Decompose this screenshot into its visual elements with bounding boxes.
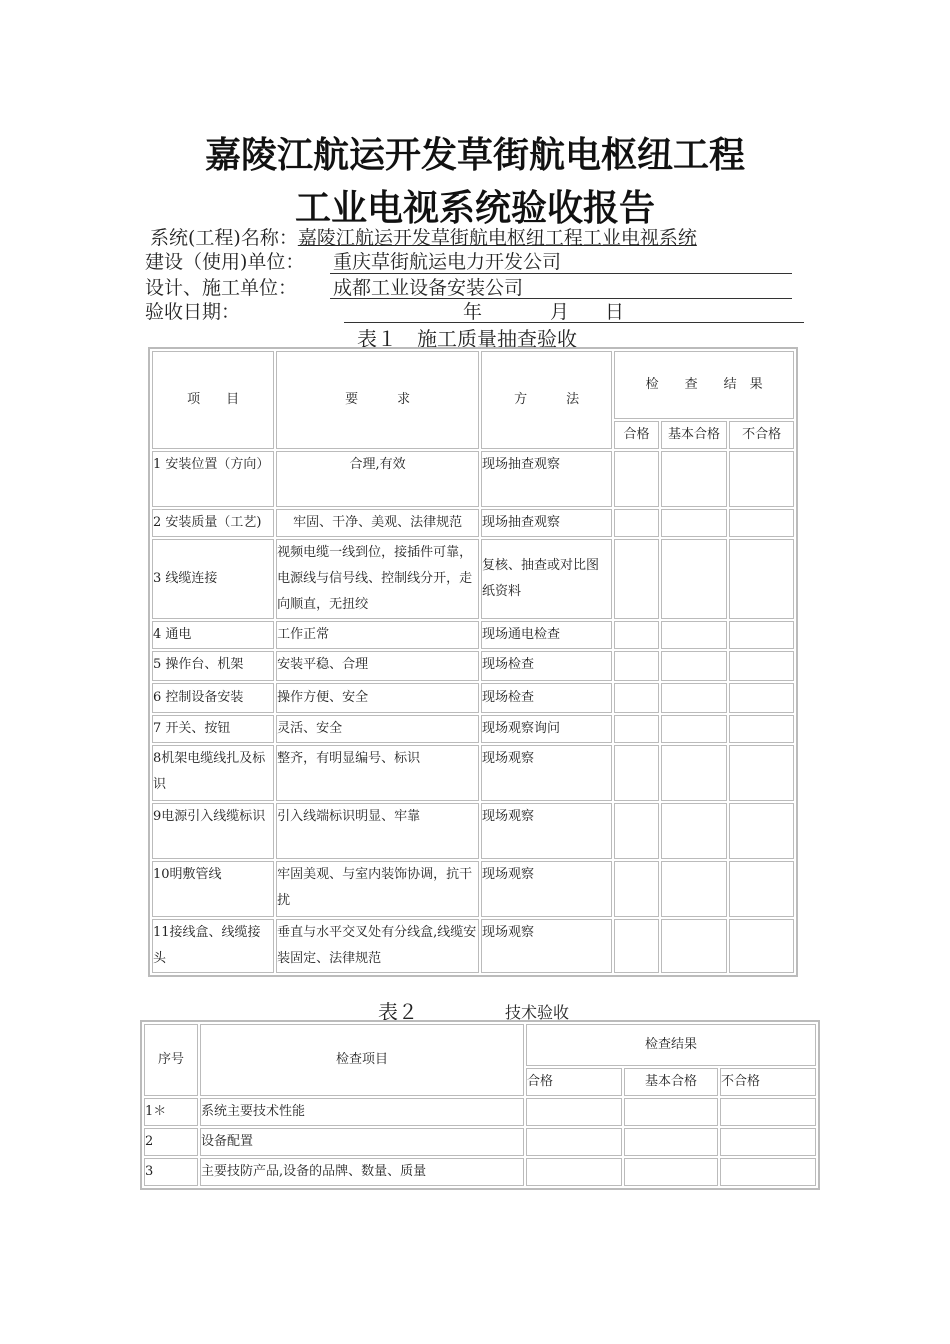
result-basic-cell[interactable] [661, 451, 728, 507]
row-requirement: 牢固、干净、美观、法律规范 [276, 509, 479, 537]
row-method: 现场检查 [481, 651, 612, 681]
result-basic-cell[interactable] [661, 861, 728, 917]
result-fail-cell[interactable] [729, 509, 794, 537]
row-requirement: 安装平稳、合理 [276, 651, 479, 681]
row-method: 现场观察 [481, 919, 612, 973]
row-no: 2 [144, 1128, 198, 1156]
quality-check-table [148, 347, 798, 977]
result-pass-cell[interactable] [614, 803, 658, 859]
result-basic-cell[interactable] [661, 715, 728, 743]
row-method: 现场抽查观察 [481, 509, 612, 537]
table-row [152, 715, 794, 743]
col-header-fail: 不合格 [720, 1068, 816, 1096]
col-header-pass: 合格 [614, 421, 658, 449]
table-row [152, 803, 794, 859]
result-basic-cell[interactable] [624, 1128, 718, 1156]
col-header-requirement: 要 求 [276, 351, 479, 449]
result-pass-cell[interactable] [526, 1098, 622, 1126]
result-pass-cell[interactable] [614, 539, 658, 619]
table-row [152, 919, 794, 973]
owner-value: 重庆草街航运电力开发公司 [333, 251, 562, 273]
row-requirement: 牢固美观、与室内装饰协调，抗干扰 [276, 861, 479, 917]
result-basic-cell[interactable] [661, 621, 728, 649]
result-fail-cell[interactable] [729, 919, 794, 973]
result-pass-cell[interactable] [526, 1158, 622, 1186]
row-item: 4 通电 [152, 621, 274, 649]
result-fail-cell[interactable] [720, 1128, 816, 1156]
col-header-basic-pass: 基本合格 [661, 421, 728, 449]
result-basic-cell[interactable] [661, 803, 728, 859]
row-method: 现场观察 [481, 861, 612, 917]
table-row [144, 1158, 816, 1186]
date-year: 年 [463, 301, 483, 323]
date-underline [344, 299, 804, 323]
row-item: 8机架电缆线扎及标识 [152, 745, 274, 801]
result-basic-cell[interactable] [661, 745, 728, 801]
result-basic-cell[interactable] [661, 919, 728, 973]
result-basic-cell[interactable] [661, 539, 728, 619]
builder-underline [330, 275, 792, 299]
row-item: 1 安装位置（方向） [152, 451, 274, 507]
col-header-no: 序号 [144, 1024, 198, 1096]
row-check-item: 主要技防产品,设备的品牌、数量、质量 [200, 1158, 524, 1186]
table-row [152, 539, 794, 619]
row-item: 11接线盒、线缆接头 [152, 919, 274, 973]
table1-caption: 表１ 施工质量抽查验收 [357, 327, 577, 351]
result-pass-cell[interactable] [614, 683, 658, 713]
row-item: 10明敷管线 [152, 861, 274, 917]
table2-caption-text: 技术验收 [505, 1003, 570, 1022]
builder-row [145, 276, 524, 300]
result-fail-cell[interactable] [729, 651, 794, 681]
table-row [152, 509, 794, 537]
row-item: 5 操作台、机架 [152, 651, 274, 681]
date-label: 验收日期： [145, 301, 241, 323]
result-pass-cell[interactable] [614, 621, 658, 649]
system-name-label: 系统(工程)名称： [150, 227, 298, 249]
col-header-check-result: 检查结果 [526, 1024, 816, 1066]
table-row [144, 1098, 816, 1126]
table-row [144, 1128, 816, 1156]
row-check-item: 系统主要技术性能 [200, 1098, 524, 1126]
col-header-result: 检 查 结 果 [614, 351, 794, 419]
row-item: 2 安装质量（工艺) [152, 509, 274, 537]
row-requirement: 灵活、安全 [276, 715, 479, 743]
col-header-item: 项 目 [152, 351, 274, 449]
result-fail-cell[interactable] [729, 745, 794, 801]
result-basic-cell[interactable] [661, 683, 728, 713]
col-header-fail: 不合格 [729, 421, 794, 449]
owner-row [145, 250, 562, 274]
table-row [152, 745, 794, 801]
row-method: 现场抽查观察 [481, 451, 612, 507]
report-title-line2: 工业电视系统验收报告 [294, 188, 655, 229]
result-pass-cell[interactable] [614, 451, 658, 507]
result-basic-cell[interactable] [624, 1098, 718, 1126]
system-name-value: 嘉陵江航运开发草街航电枢纽工程工业电视系统 [297, 227, 697, 249]
result-fail-cell[interactable] [729, 861, 794, 917]
result-fail-cell[interactable] [729, 451, 794, 507]
result-fail-cell[interactable] [720, 1158, 816, 1186]
result-basic-cell[interactable] [661, 509, 728, 537]
result-pass-cell[interactable] [614, 715, 658, 743]
result-fail-cell[interactable] [729, 803, 794, 859]
row-item: 7 开关、按钮 [152, 715, 274, 743]
col-header-method: 方 法 [481, 351, 612, 449]
table-row [152, 651, 794, 681]
result-fail-cell[interactable] [720, 1098, 816, 1126]
result-pass-cell[interactable] [614, 651, 658, 681]
row-requirement: 整齐，有明显编号、标识 [276, 745, 479, 801]
result-fail-cell[interactable] [729, 539, 794, 619]
row-requirement: 视频电缆一线到位，接插件可靠，电源线与信号线、控制线分开，走向顺直，无扭绞 [276, 539, 479, 619]
table-row [152, 861, 794, 917]
result-fail-cell[interactable] [729, 621, 794, 649]
row-item: 6 控制设备安装 [152, 683, 274, 713]
row-method: 现场观察 [481, 803, 612, 859]
date-row [145, 300, 625, 324]
table2-caption-number: 表２ [378, 1000, 418, 1024]
row-requirement: 工作正常 [276, 621, 479, 649]
builder-value: 成都工业设备安装公司 [333, 277, 524, 299]
row-method: 现场观察 [481, 745, 612, 801]
row-no: 3 [144, 1158, 198, 1186]
row-item: 9电源引入线缆标识 [152, 803, 274, 859]
row-method: 现场检查 [481, 683, 612, 713]
result-pass-cell[interactable] [614, 745, 658, 801]
row-method: 现场观察询问 [481, 715, 612, 743]
result-pass-cell[interactable] [614, 919, 658, 973]
technical-check-table [140, 1020, 820, 1190]
result-basic-cell[interactable] [661, 651, 728, 681]
result-pass-cell[interactable] [614, 861, 658, 917]
row-check-item: 设备配置 [200, 1128, 524, 1156]
row-requirement: 合理,有效 [276, 451, 479, 507]
owner-label: 建设（使用)单位： [145, 251, 305, 273]
table-row [152, 451, 794, 507]
table-row [152, 621, 794, 649]
result-pass-cell[interactable] [526, 1128, 622, 1156]
col-header-basic-pass: 基本合格 [624, 1068, 718, 1096]
row-no: 1＊ [144, 1098, 198, 1126]
date-month: 月 [550, 301, 570, 323]
result-fail-cell[interactable] [729, 715, 794, 743]
col-header-check-item: 检查项目 [200, 1024, 524, 1096]
builder-label: 设计、施工单位： [145, 277, 298, 299]
owner-underline [330, 250, 792, 274]
col-header-pass: 合格 [526, 1068, 622, 1096]
row-method: 复核、抽查或对比图纸资料 [481, 539, 612, 619]
report-title-line1: 嘉陵江航运开发草街航电枢纽工程 [204, 135, 745, 176]
result-fail-cell[interactable] [729, 683, 794, 713]
row-method: 现场通电检查 [481, 621, 612, 649]
row-item: 3 线缆连接 [152, 539, 274, 619]
result-pass-cell[interactable] [614, 509, 658, 537]
row-requirement: 操作方便、安全 [276, 683, 479, 713]
date-day: 日 [605, 301, 625, 323]
row-requirement: 引入线端标识明显、牢靠 [276, 803, 479, 859]
system-name-row [150, 226, 697, 250]
table-row [152, 683, 794, 713]
result-basic-cell[interactable] [624, 1158, 718, 1186]
row-requirement: 垂直与水平交叉处有分线盒,线缆安装固定、法律规范 [276, 919, 479, 973]
